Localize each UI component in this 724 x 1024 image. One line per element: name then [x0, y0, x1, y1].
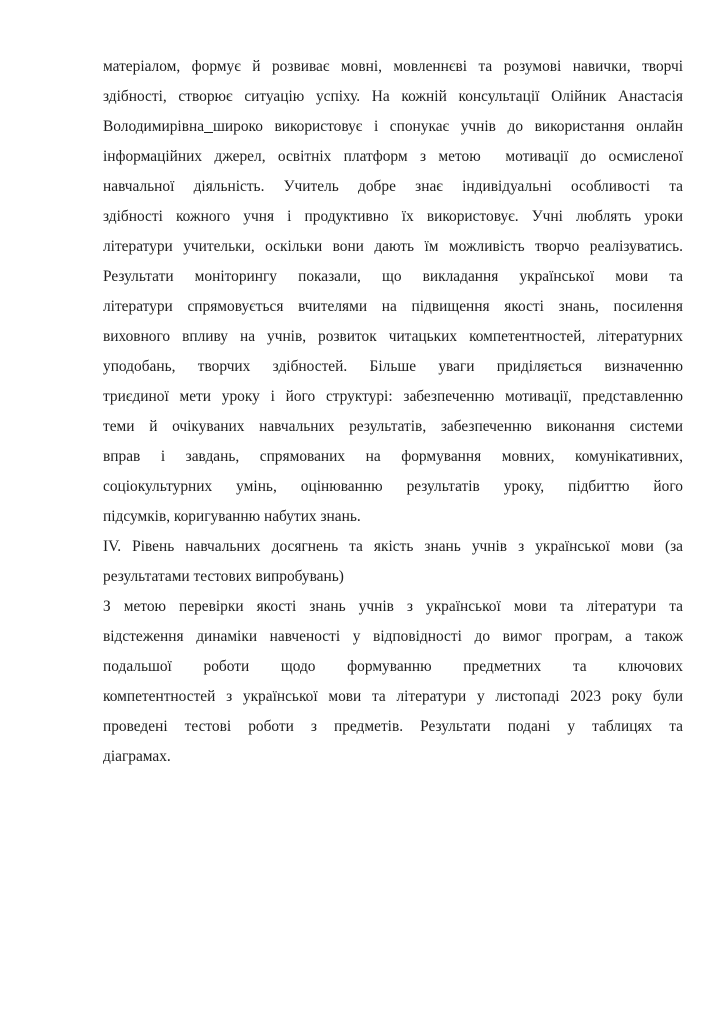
text-line: літератури спрямовується вчителями на підвищення якості знань, посилення: [103, 298, 683, 315]
section-heading-line: результатами тестових випробувань): [103, 568, 344, 585]
underline-mark: [204, 129, 213, 133]
text-line: матеріалом, формує й розвиває мовні, мовленнєві та розумові навички, творчі: [103, 58, 683, 75]
text-line: триєдиної мети уроку і його структурі: забезпеченню мотивації, представленню: [103, 388, 683, 405]
text-line: відстеження динаміки навченості у відповідності до вимог програм, а також: [103, 628, 683, 645]
text-line: підсумків, коригуванню набутих знань.: [103, 508, 361, 525]
text-line: компетентностей з української мови та літератури у листопаді 2023 року були: [103, 688, 683, 705]
text-line: інформаційних джерел, освітніх платформ з метою мотивації до осмисленої: [103, 148, 683, 165]
text-line: навчальної діяльність. Учитель добре знає індивідуальні особливості та: [103, 178, 683, 195]
text-line: подальшої роботи щодо формуванню предметних та ключових: [103, 658, 683, 675]
text-line: вправ і завдань, спрямованих на формування мовних, комунікативних,: [103, 448, 683, 465]
text-line: виховного впливу на учнів, розвиток читацьких компетентностей, літературних: [103, 328, 683, 345]
text-line: [103, 112, 683, 142]
teacher-name-text: Володимирівна: [103, 118, 205, 135]
text-line: літератури учительки, оскільки вони дають їм можливість творчо реалізуватись.: [103, 238, 683, 255]
text-line: уподобань, творчих здібностей. Більше уваги приділяється визначенню: [103, 358, 683, 375]
text-line: діаграмах.: [103, 748, 171, 765]
text-line: теми й очікуваних навчальних результатів, забезпеченню виконання системи: [103, 418, 683, 435]
text-segment: широко використовує і спонукає учнів до використання онлайн: [213, 118, 683, 135]
text-line: здібності кожного учня і продуктивно їх використовує. Учні люблять уроки: [103, 208, 683, 225]
paragraph-methodology: [103, 52, 683, 532]
text-block: [103, 52, 683, 772]
text-line: здібності, створює ситуацію успіху. На кожній консультації Олійник Анастасія: [103, 88, 683, 105]
text-line: проведені тестові роботи з предметів. Результати подані у таблицях та: [103, 718, 683, 735]
paragraph-section-heading: [103, 532, 683, 592]
text-line: соціокультурних умінь, оцінюванню результатів уроку, підбиттю його: [103, 478, 683, 495]
section-heading-line: IV. Рівень навчальних досягнень та якість знань учнів з української мови (за: [103, 538, 683, 555]
text-line: З метою перевірки якості знань учнів з української мови та літератури та: [103, 598, 683, 615]
paragraph-testing: [103, 592, 683, 772]
text-line: Результати моніторингу показали, що викладання української мови та: [103, 268, 683, 285]
